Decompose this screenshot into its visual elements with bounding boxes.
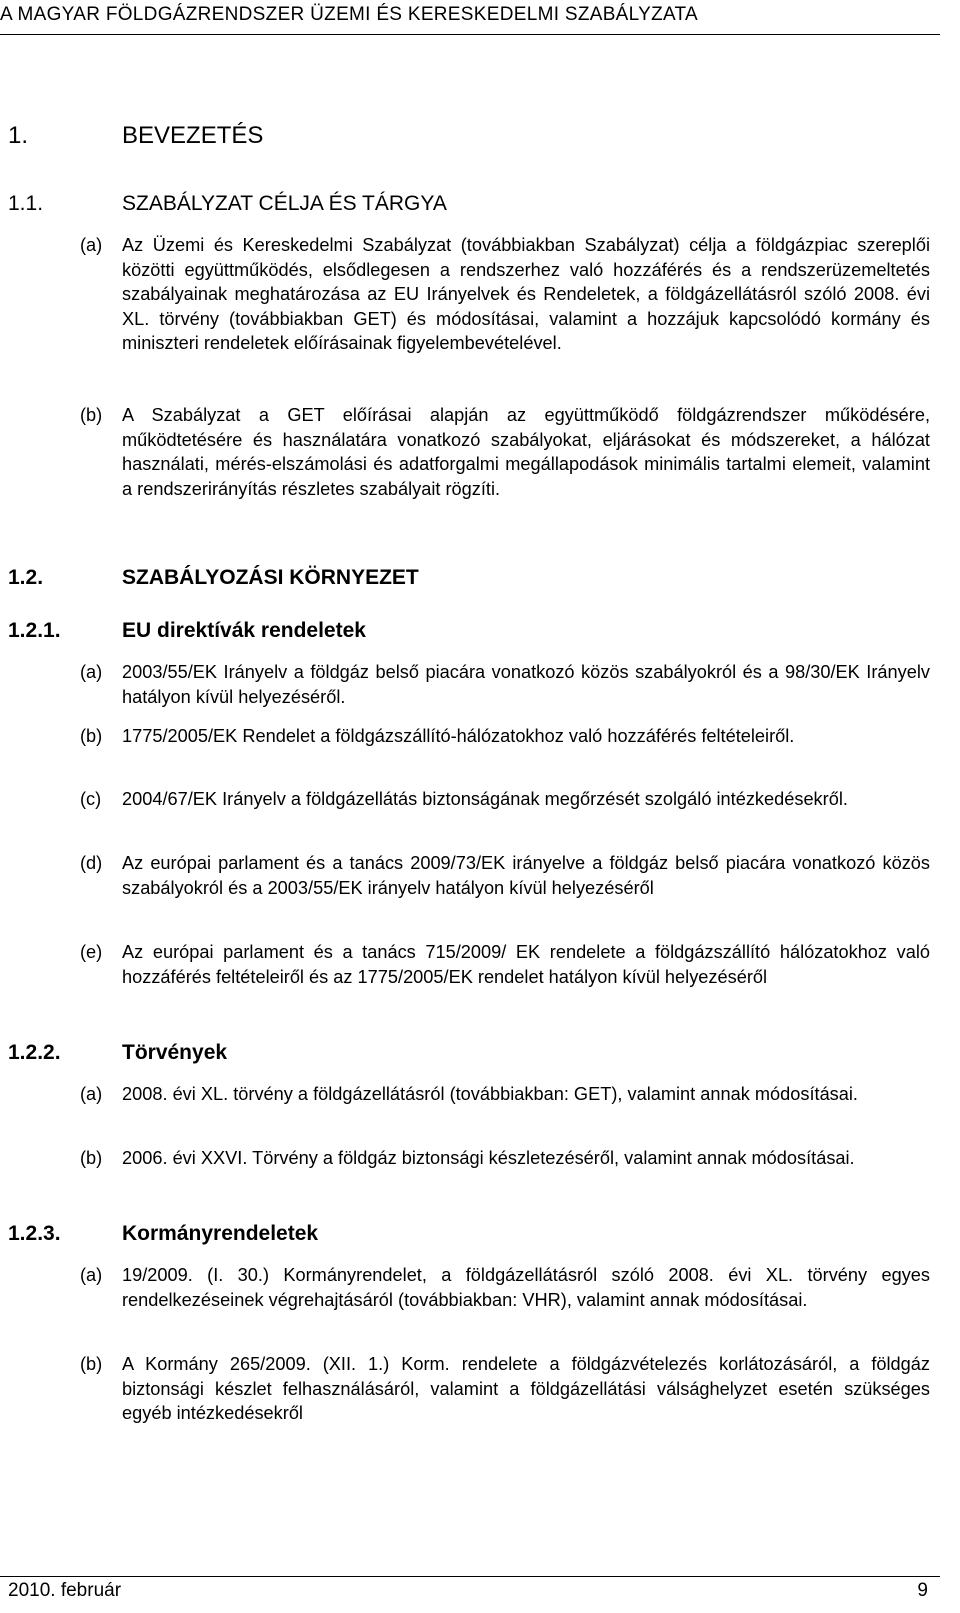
document-header: A MAGYAR FÖLDGÁZRENDSZER ÜZEMI ÉS KERESKEDELMI SZABÁLYZATA	[0, 4, 699, 25]
section-number: 1.2.2.	[8, 1041, 61, 1064]
item-text: 2004/67/EK Irányelv a földgázellátás biztonságának megőrzését szolgáló intézkedésekről.	[122, 789, 848, 809]
item-label: (c)	[80, 789, 102, 809]
list-item	[80, 724, 930, 749]
item-text: 2006. évi XXVI. Törvény a földgáz biztonsági készletezéséről, valamint annak módosításai.	[122, 1148, 855, 1168]
section-1-2-heading	[8, 566, 419, 590]
item-label: (e)	[80, 942, 103, 962]
item-text: A Kormány 265/2009. (XII. 1.) Korm. rendelete a földgázvételezés korlátozásáról, a földgáz biztonsági készlet felhasználásáról, valamint a földgázellátási válsághelyzet esetén szükséges egyéb intézkedésekről	[122, 1354, 930, 1423]
item-text: 2008. évi XL. törvény a földgázellátásról (továbbiakban: GET), valamint annak módosításai.	[122, 1084, 858, 1104]
section-1-heading	[8, 122, 263, 150]
section-number: 1.	[8, 122, 29, 149]
item-label: (b)	[80, 1354, 103, 1374]
list-item	[80, 233, 930, 356]
item-text: 2003/55/EK Irányelv a földgáz belső piacára vonatkozó közös szabályokról és a 98/30/EK Irányelv hatályon kívül helyezéséről.	[122, 662, 930, 707]
item-text: 19/2009. (I. 30.) Kormányrendelet, a földgázellátásról szóló 2008. évi XL. törvény egyes rendelkezéseinek végrehajtásáról (továbbiakban: VHR), valamint annak módosításai.	[122, 1265, 930, 1310]
list-item	[80, 1263, 930, 1312]
section-title: BEVEZETÉS	[122, 122, 264, 149]
section-title: EU direktívák rendeletek	[122, 619, 366, 642]
item-label: (b)	[80, 726, 103, 746]
item-label: (a)	[80, 235, 103, 255]
section-number: 1.1.	[8, 192, 44, 215]
item-text: A Szabályzat a GET előírásai alapján az együttműködő földgázrendszer működésére, működtetésére és használatára vonatkozó szabályokat, eljárásokat és módszereket, a hálózat használati, mérés-elszámolási és adatforgalmi megállapodások minimális tartalmi elemeit, valamint a rendszerirányítás részletes szabályait rögzíti.	[122, 405, 930, 499]
item-label: (d)	[80, 853, 103, 873]
item-label: (a)	[80, 1084, 103, 1104]
item-label: (b)	[80, 405, 103, 425]
section-number: 1.2.1.	[8, 619, 61, 642]
section-title: Törvények	[122, 1041, 228, 1064]
header-divider	[0, 34, 940, 35]
list-item	[80, 851, 930, 900]
section-number: 1.2.3.	[8, 1222, 61, 1245]
section-title: SZABÁLYOZÁSI KÖRNYEZET	[122, 566, 419, 589]
list-item	[80, 660, 930, 709]
list-item	[80, 1352, 930, 1426]
section-number: 1.2.	[8, 566, 44, 589]
footer-date: 2010. február	[8, 1580, 122, 1601]
page-number: 9	[917, 1580, 928, 1601]
item-text: Az európai parlament és a tanács 2009/73/EK irányelve a földgáz belső piacára vonatkozó közös szabályokról és a 2003/55/EK irányelv hatályon kívül helyezéséről	[122, 853, 930, 898]
item-label: (a)	[80, 1265, 103, 1285]
list-item	[80, 1146, 930, 1171]
item-label: (b)	[80, 1148, 103, 1168]
item-label: (a)	[80, 662, 103, 682]
section-1-2-2-heading	[8, 1041, 227, 1065]
item-text: Az európai parlament és a tanács 715/2009/ EK rendelete a földgázszállító hálózatokhoz való hozzáférés feltételeiről és az 1775/2005/EK rendelet hatályon kívül helyezéséről	[122, 942, 930, 987]
list-item	[80, 1082, 930, 1107]
list-item	[80, 403, 930, 501]
item-text: 1775/2005/EK Rendelet a földgázszállító-hálózatokhoz való hozzáférés feltételeiről.	[122, 726, 795, 746]
section-title: SZABÁLYZAT CÉLJA ÉS TÁRGYA	[122, 192, 447, 215]
section-1-1-heading	[8, 192, 447, 216]
item-text: Az Üzemi és Kereskedelmi Szabályzat (továbbiakban Szabályzat) célja a földgázpiac szereplői közötti együttműködés, elsődlegesen a rendszerhez való hozzáférés és a rendszerüzemeltetés szabályainak meghatározása az EU Irányelvek és Rendeletek, a földgázellátásról szóló 2008. évi XL. törvény (továbbiakban GET) és módosításai, valamint a hozzájuk kapcsolódó kormány és miniszteri rendeletek előírásainak figyelembevételével.	[122, 235, 930, 353]
section-title: Kormányrendeletek	[122, 1222, 319, 1245]
list-item	[80, 787, 930, 812]
list-item	[80, 940, 930, 989]
section-1-2-1-heading	[8, 619, 366, 643]
section-1-2-3-heading	[8, 1222, 318, 1246]
footer-divider	[0, 1576, 940, 1577]
